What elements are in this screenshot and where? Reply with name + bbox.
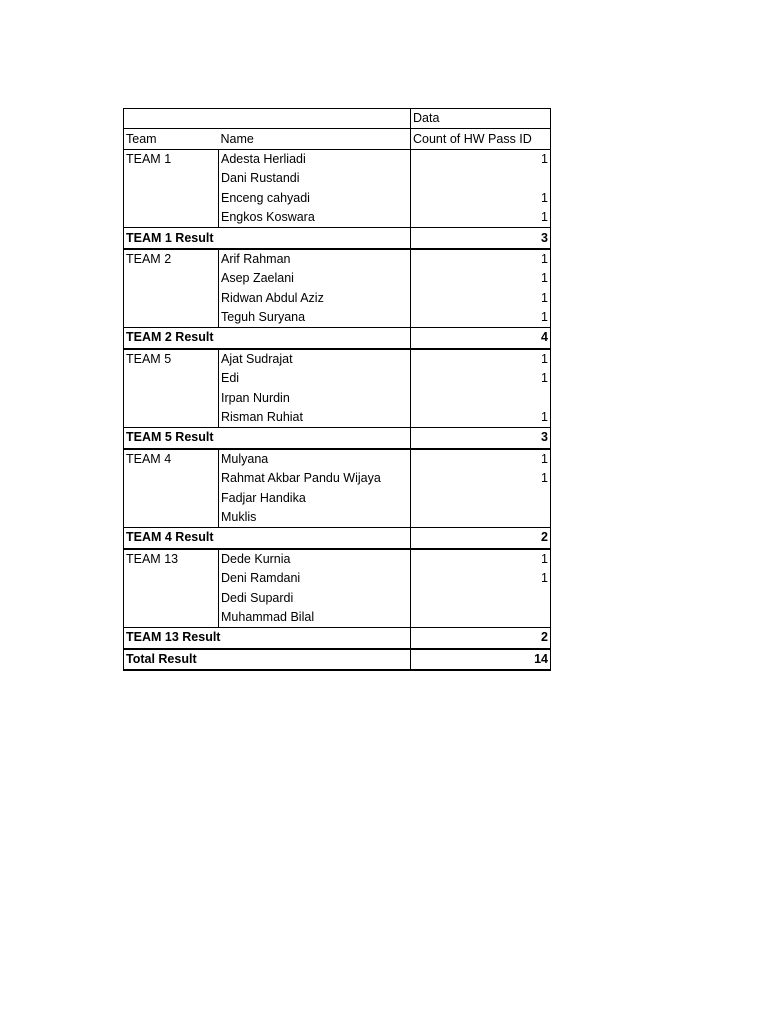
team-result-label: TEAM 13 Result [124, 628, 411, 649]
data-label: Data [411, 109, 551, 129]
team-cell [124, 608, 219, 628]
team-column-header: Team [124, 129, 219, 149]
name-column-header: Name [219, 129, 411, 149]
member-count: 1 [411, 289, 551, 308]
member-name: Fadjar Handika [219, 488, 411, 507]
member-count: 1 [411, 469, 551, 488]
member-count [411, 508, 551, 528]
member-count: 1 [411, 269, 551, 288]
member-row [124, 608, 551, 628]
member-name: Dedi Supardi [219, 588, 411, 607]
member-name: Deni Ramdani [219, 569, 411, 588]
team-cell [124, 469, 219, 488]
team-cell [124, 289, 219, 308]
team-cell: TEAM 13 [124, 549, 219, 569]
team-cell [124, 408, 219, 428]
member-count: 1 [411, 449, 551, 469]
member-row [124, 189, 551, 208]
team-cell [124, 508, 219, 528]
team-result-label: TEAM 1 Result [124, 228, 411, 249]
total-result-row [124, 649, 551, 670]
pivot-table-sheet [123, 108, 551, 671]
member-name: Muhammad Bilal [219, 608, 411, 628]
member-name: Enceng cahyadi [219, 189, 411, 208]
member-row [124, 508, 551, 528]
team-cell: TEAM 1 [124, 149, 219, 169]
member-count [411, 608, 551, 628]
member-count: 1 [411, 189, 551, 208]
team-result-row [124, 628, 551, 649]
team-result-value: 2 [411, 628, 551, 649]
team-cell: TEAM 2 [124, 249, 219, 269]
member-count: 1 [411, 408, 551, 428]
team-cell [124, 369, 219, 388]
team-result-value: 2 [411, 528, 551, 549]
member-row [124, 369, 551, 388]
team-result-value: 3 [411, 228, 551, 249]
member-row [124, 488, 551, 507]
member-count [411, 388, 551, 407]
team-result-row [124, 528, 551, 549]
member-row [124, 149, 551, 169]
member-name: Arif Rahman [219, 249, 411, 269]
member-count [411, 588, 551, 607]
team-result-value: 4 [411, 328, 551, 349]
member-count: 1 [411, 369, 551, 388]
team-result-value: 3 [411, 428, 551, 449]
team-cell [124, 208, 219, 228]
member-name: Ridwan Abdul Aziz [219, 289, 411, 308]
total-result-value: 14 [411, 649, 551, 670]
team-result-row [124, 328, 551, 349]
member-row [124, 289, 551, 308]
team-cell [124, 388, 219, 407]
count-column-header: Count of HW Pass ID [411, 129, 551, 149]
team-cell [124, 588, 219, 607]
team-cell [124, 169, 219, 188]
pivot-table [123, 108, 551, 671]
team-result-label: TEAM 4 Result [124, 528, 411, 549]
member-row [124, 208, 551, 228]
member-row [124, 449, 551, 469]
member-name: Teguh Suryana [219, 308, 411, 328]
member-name: Asep Zaelani [219, 269, 411, 288]
member-row [124, 469, 551, 488]
member-row [124, 308, 551, 328]
team-cell [124, 269, 219, 288]
team-result-row [124, 428, 551, 449]
member-name: Adesta Herliadi [219, 149, 411, 169]
member-name: Irpan Nurdin [219, 388, 411, 407]
member-name: Muklis [219, 508, 411, 528]
member-count [411, 169, 551, 188]
pivot-table-body [124, 109, 551, 670]
member-name: Dani Rustandi [219, 169, 411, 188]
member-count [411, 488, 551, 507]
member-count: 1 [411, 549, 551, 569]
member-name: Mulyana [219, 449, 411, 469]
member-count: 1 [411, 149, 551, 169]
team-cell: TEAM 5 [124, 349, 219, 369]
member-count: 1 [411, 308, 551, 328]
member-name: Edi [219, 369, 411, 388]
team-cell [124, 189, 219, 208]
member-row [124, 588, 551, 607]
team-result-label: TEAM 2 Result [124, 328, 411, 349]
member-row [124, 169, 551, 188]
member-count: 1 [411, 249, 551, 269]
member-name: Dede Kurnia [219, 549, 411, 569]
member-row [124, 569, 551, 588]
team-cell [124, 569, 219, 588]
team-cell: TEAM 4 [124, 449, 219, 469]
team-result-label: TEAM 5 Result [124, 428, 411, 449]
member-row [124, 249, 551, 269]
member-row [124, 269, 551, 288]
member-row [124, 349, 551, 369]
member-name: Ajat Sudrajat [219, 349, 411, 369]
total-result-label: Total Result [124, 649, 411, 670]
member-name: Risman Ruhiat [219, 408, 411, 428]
team-result-row [124, 228, 551, 249]
member-row [124, 408, 551, 428]
member-row [124, 388, 551, 407]
header-blank-cell [124, 109, 411, 129]
member-name: Rahmat Akbar Pandu Wijaya [219, 469, 411, 488]
team-cell [124, 308, 219, 328]
data-header-row [124, 109, 551, 129]
member-row [124, 549, 551, 569]
team-cell [124, 488, 219, 507]
member-count: 1 [411, 349, 551, 369]
member-name: Engkos Koswara [219, 208, 411, 228]
column-header-row [124, 129, 551, 149]
member-count: 1 [411, 569, 551, 588]
member-count: 1 [411, 208, 551, 228]
